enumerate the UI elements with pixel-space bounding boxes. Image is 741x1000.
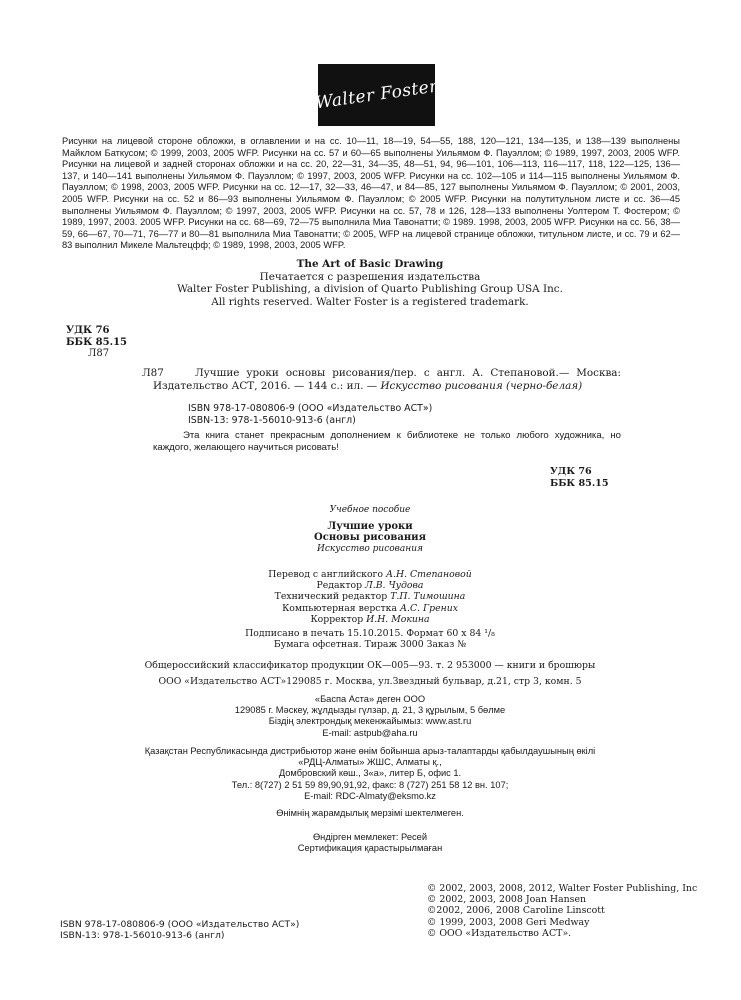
kz-distributor-line-1: Қазақстан Республикасында дистрибьютор және өнім бойынша арыз-талаптарды қабылдаушының өкілі xyxy=(144,746,596,756)
biblio-text: Лучшие уроки основы рисования/пер. с англ. А. Степановой.— Москва: Издательство АСТ, 2016. — 144 с.: ил. — xyxy=(153,367,621,392)
print-paper: Бумага офсетная. Тираж 3000 Заказ № xyxy=(273,639,467,651)
classification-left xyxy=(66,325,127,360)
biblio-author-code: Л87 xyxy=(142,367,164,379)
publisher-line: Walter Foster Publishing, a division of Quarto Publishing Group USA Inc. xyxy=(177,283,563,296)
kz-distributor-line-3: Домбровский көш., 3«а», литер Б, офис 1. xyxy=(278,768,462,779)
staff-tech-editor: Технический редактор Т.П. Тимошина xyxy=(274,591,466,603)
bbk-code: ББК 85.15 xyxy=(66,336,127,348)
kz-publisher-line-4: E-mail: astpub@aha.ru xyxy=(322,727,418,738)
kz-origin-line-1: Өндірген мемлекет: Ресей xyxy=(312,832,428,842)
original-title: The Art of Basic Drawing xyxy=(296,258,444,270)
staff-editor: Редактор Л.В. Чудова xyxy=(316,580,424,592)
bbk-code-right: ББК 85.15 xyxy=(550,477,609,489)
kz-expiry: Өнімнің жарамдылық мерзімі шектелмеген. xyxy=(276,808,464,818)
kz-publisher-block xyxy=(120,694,620,739)
biblio-series: Искусство рисования (черно-белая) xyxy=(380,379,583,392)
isbn-bottom-block xyxy=(60,919,299,942)
kz-distributor-line-2: «РДЦ-Алматы» ЖШС, Алматы қ., xyxy=(298,757,442,768)
udk-code-right: УДК 76 xyxy=(550,466,592,477)
permission-line: Печатается с разрешения издательства xyxy=(259,270,481,283)
staff-proofreader: Корректор И.Н. Мокина xyxy=(310,613,430,625)
edition-series: Искусство рисования xyxy=(317,543,423,554)
edition-type: Учебное пособие xyxy=(329,505,411,515)
kz-publisher-line-1: «Баспа Аста» деген ООО xyxy=(314,694,426,704)
original-edition-block xyxy=(120,258,620,308)
okp-block xyxy=(120,660,620,687)
kz-publisher-line-3: Біздің электрондық мекенжайымыз: www.ast.ru xyxy=(268,716,472,727)
walter-foster-logo xyxy=(314,64,439,126)
kz-publisher-line-2: 129085 г. Мәскеу, жұлдызды гүлзар, д. 21, 3 құрылым, 5 бөлме xyxy=(234,705,506,716)
annotation: Эта книга станет прекрасным дополнением к библиотеке не только любого художника, но каждого, желающего научиться рисовать! xyxy=(153,430,621,454)
copyright-line: © 2002, 2003, 2008 Joan Hansen xyxy=(427,894,587,906)
print-signed: Подписано в печать 15.10.2015. Формат 60 х 84 ¹/₈ xyxy=(245,628,495,639)
edition-block xyxy=(120,505,620,555)
isbn-line-1: ISBN 978-17-080806-9 (ООО «Издательство АСТ») xyxy=(188,403,433,414)
print-block xyxy=(120,628,620,650)
logo-text: Walter Foster xyxy=(314,76,439,114)
copyright-line: ©2002, 2006, 2008 Caroline Linscott xyxy=(427,905,605,917)
copyright-line: © ООО «Издательство АСТ». xyxy=(427,927,572,939)
kz-distributor-line-5: E-mail: RDC-Almaty@eksmo.kz xyxy=(304,790,436,801)
kz-origin-line-2: Сертификация қарастырылмаған xyxy=(297,843,443,854)
staff-translator: Перевод с английского А.Н. Степановой xyxy=(268,569,472,580)
bibliographic-record xyxy=(142,367,621,392)
copyright-block xyxy=(427,883,697,939)
isbn-bottom-line-2: ISBN-13: 978-1-56010-913-6 (англ) xyxy=(60,930,225,942)
rights-line: All rights reserved. Walter Foster is a registered trademark. xyxy=(211,295,529,308)
kz-origin-block xyxy=(120,832,620,854)
kz-distributor-line-4: Тел.: 8(727) 2 51 59 89,90,91,92, факс: 8 (727) 251 58 12 вн. 107; xyxy=(231,779,509,790)
ast-address: ООО «Издательство АСТ»129085 г. Москва, ул.Звездный бульвар, д.21, стр 3, комн. 5 xyxy=(158,676,582,688)
kz-distributor-block xyxy=(120,746,620,802)
staff-layout: Компьютерная верстка А.С. Грених xyxy=(282,602,458,614)
isbn-block xyxy=(188,403,432,426)
okp-line: Общероссийский классификатор продукции ОК—005—93. т. 2 953000 — книги и брошюры xyxy=(144,660,596,671)
edition-title-1: Лучшие уроки xyxy=(327,521,413,533)
edition-title-2: Основы рисования xyxy=(314,532,426,544)
classification-right xyxy=(550,466,609,489)
illustration-credits: Рисунки на лицевой стороне обложки, в оглавлении и на сс. 10—11, 18—19, 54—55, 188, 120—121, 134—135, и 138—139 выполнены Майклом Баткусом; © 1999, 2003, 2005 WFP. Рисунки на сс. 57 и 60—65 выполнены Уильямом Ф. Пауэллом; © 1989, 1997, 2003, 2005 WFP. Рисунки на лицевой и задней сторонах обложки и на сс. 20, 22—31, 34—35, 48—51, 94, 96—101, 106—113, 116—117, 118, 122—125, 136—137, и 140—141 выполнены Уильямом Ф. Пауэллом; © 1997, 2003, 2005 WFP. Рисунки на сс. 102—105 и 114—115 выполнены Уильямом Ф. Пауэллом; © 1998, 2003, 2005 WFP. Рисунки на сс. 12—17, 32—33, 46—47, и 84—85, 127 выполнены Уильямом Ф. Пауэллом; © 2001, 2003, 2005 WFP. Рисунки на сс. 52 и 86—93 выполнены Уильямом Ф. Пауэллом; © 2005 WFP. Рисунки на полутитульном листе и сс. 36—45 выполнены Уильямом Ф. Пауэллом; © 1997, 2003, 2005 WFP. Рисунки на сс. 57, 78 и 126, 128—133 выполнены Уолтером Т. Фостером; © 1989, 1997, 2003. 2005 WFP. Рисунки на сс. 68—69, 72—75 выполнила Миа Тавонатти; © 1989. 1998, 2003, 2005 WFP. Рисунки на сс. 56, 38—59, 66—67, 70—71, 76—77 и 80—81 выполнила Миа Тавонатти; © 2005, WFP на лицевой странице обложки, титульном листе, и сс. 79 и 62—83 выполнил Микеле Мальтецфф; © 1989, 1998, 2003, 2005 WFP. xyxy=(62,136,680,251)
isbn-line-2: ISBN-13: 978-1-56010-913-6 (англ) xyxy=(188,414,356,426)
author-code: Л87 xyxy=(88,348,110,360)
staff-block xyxy=(120,569,620,625)
copyright-line: © 2002, 2003, 2008, 2012, Walter Foster Publishing, Inc xyxy=(427,883,698,894)
udk-code: УДК 76 xyxy=(66,325,110,336)
copyright-line: © 1999, 2003, 2008 Geri Medway xyxy=(427,916,590,928)
isbn-bottom-line-1: ISBN 978-17-080806-9 (ООО «Издательство АСТ») xyxy=(60,919,300,930)
